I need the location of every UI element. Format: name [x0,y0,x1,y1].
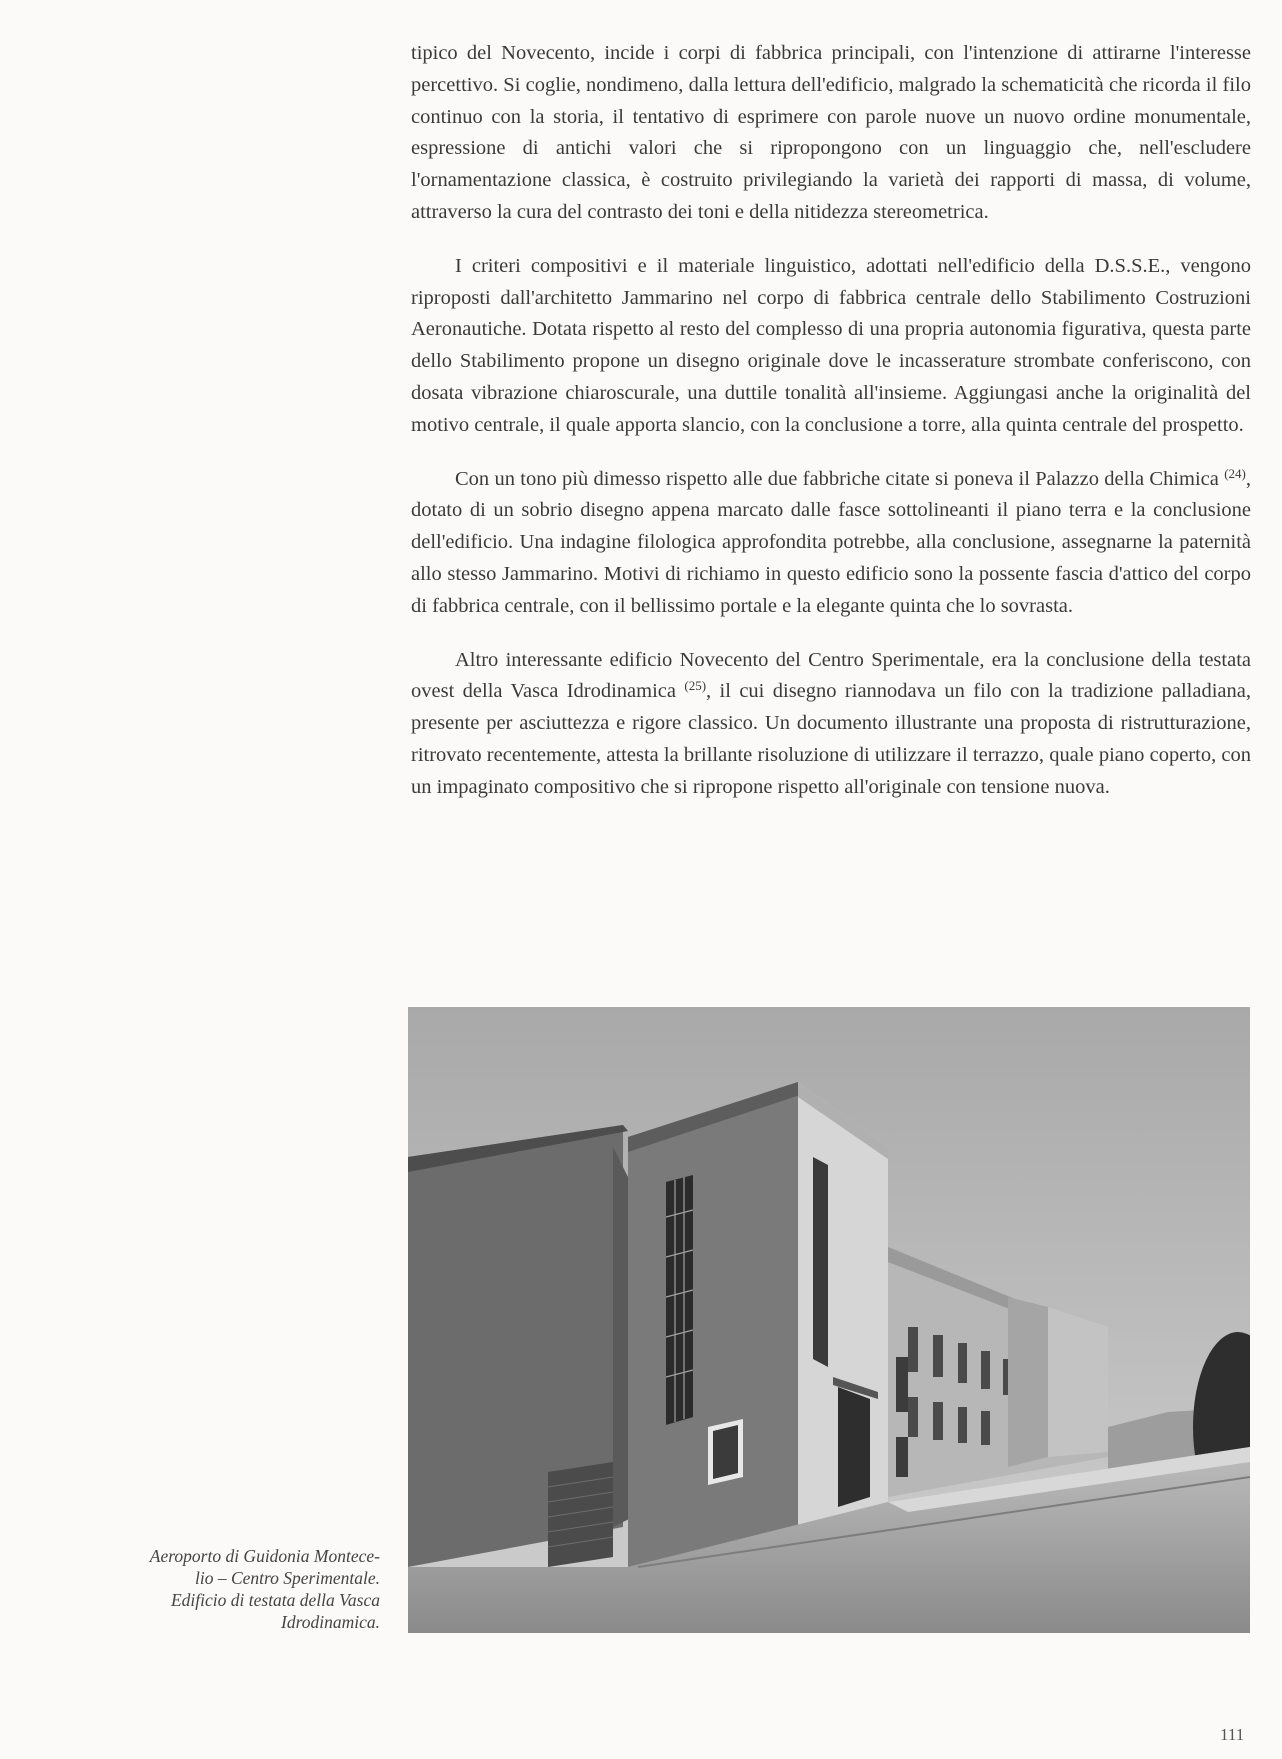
paragraph-4 [411,645,1251,804]
paragraph-4-part-2: , il cui disegno riannodava un filo con la tradizione palladiana, presente per asciuttezza e rigore classico. Un documento illustrante una proposta di ristrutturazione, ritrovato recentemente, attesta la brillante risoluzione di utilizzare il terrazzo, quale piano coperto, con un impaginato compositivo che si ripropone rispetto all'originale con tensione nuova. [411,680,1251,798]
paragraph-1: tipico del Novecento, incide i corpi di fabbrica principali, con l'intenzione di attirarne l'interesse percettivo. Si coglie, nondimeno, dalla lettura dell'edificio, malgrado la schematicità che ricorda il filo continuo con la storia, il tentativo di esprimere con parole nuove un nuovo ordine monumentale, espressione di antichi valori che si ripropongono con un linguaggio che, nell'escludere l'ornamentazione classica, è costruito privilegiando la varietà dei rapporti di massa, di volume, attraverso la cura del contrasto dei toni e della nitidezza stereometrica. [411,42,1251,223]
paragraph-3-part-1: Con un tono più dimesso rispetto alle due fabbriche citate si poneva il Palazzo della Chimica [455,467,1225,490]
paragraph-4-part-1: Altro interessante edificio Novecento del Centro Sperimentale, era la conclusione della testata ovest della Vasca Idrodinamica [411,648,1251,703]
page-number: 111 [1220,1725,1245,1744]
paragraph-2: I criteri compositivi e il materiale linguistico, adottati nell'edificio della D.S.S.E., vengono riproposti dall'architetto Jammarino nel corpo di fabbrica centrale dello Stabilimento Costruzioni Aeronautiche. Dotata rispetto al resto del complesso di una propria autonomia figurativa, questa parte dello Stabilimento propone un disegno originale dove le incasserature strombate conferiscono, con dosata vibrazione chiaroscurale, una duttile tonalità all'insieme. Aggiungasi anche la originalità del motivo centrale, il quale apporta slancio, con la conclusione a torre, alla quinta centrale del prospetto. [411,254,1251,436]
building-illustration [408,1007,1250,1633]
footnote-ref-25[interactable]: (25) [684,678,707,694]
paragraph-3 [411,464,1251,623]
caption-line-1: Aeroporto di Guidonia Montece- [149,1546,380,1566]
caption-line-2: lio – Centro Sperimentale. [194,1568,380,1588]
caption-line-3: Edificio di testata della Vasca [170,1590,380,1610]
photo-caption [130,1545,380,1633]
body-text [411,38,1251,826]
caption-line-4: Idrodinamica. [281,1612,380,1632]
footnote-ref-24[interactable]: (24) [1224,465,1246,481]
paragraph-3-part-2: , dotato di un sobrio disegno appena marcato dalle fasce sottolineanti il piano terra e la conclusione dell'edificio. Una indagine filologica approfondita potrebbe, alla conclusione, assegnarne la paternità allo stesso Jammarino. Motivi di richiamo in questo edificio sono la possente fascia d'attico del corpo di fabbrica centrale, con il bellissimo portale e la elegante quinta che lo sovrasta. [411,467,1251,617]
building-photograph [408,1007,1250,1633]
